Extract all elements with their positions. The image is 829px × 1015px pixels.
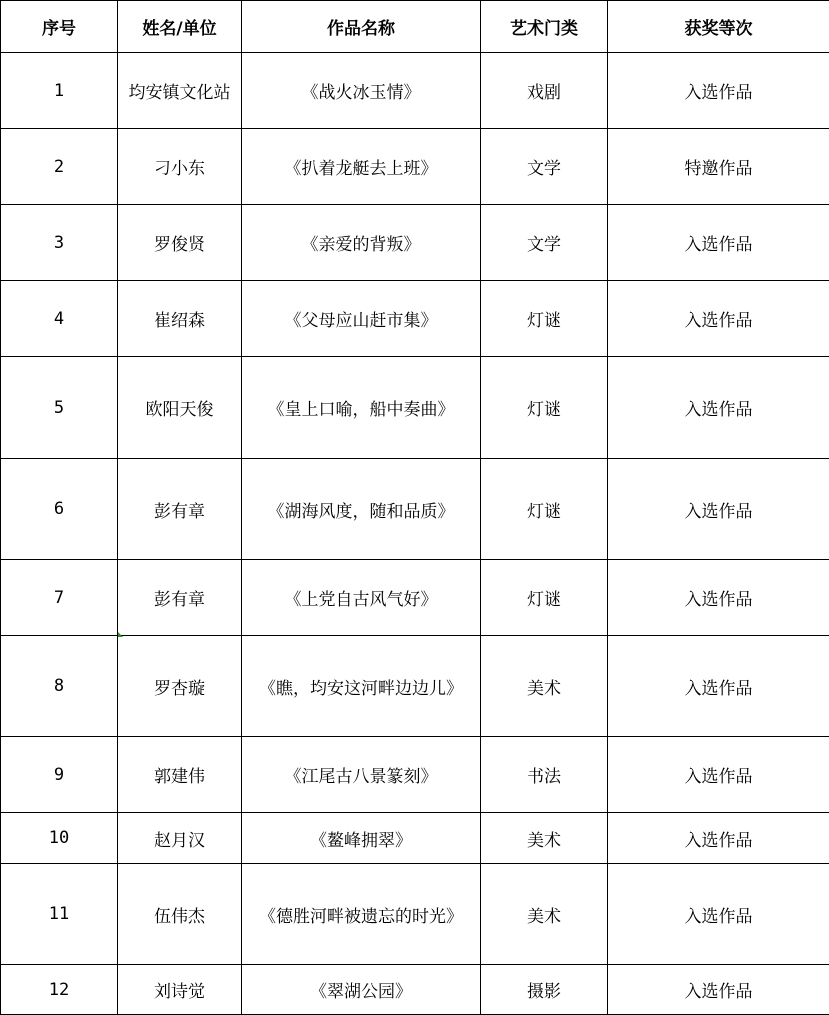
cell-category: 灯谜 — [481, 357, 608, 459]
cell-category: 文学 — [481, 129, 608, 205]
cell-number: 5 — [1, 357, 118, 459]
cell-award: 入选作品 — [608, 459, 829, 560]
table-row — [1, 205, 829, 281]
cell-name: 崔绍森 — [118, 281, 242, 357]
cell-number: 12 — [1, 965, 118, 1015]
header-art-category: 艺术门类 — [481, 1, 608, 53]
cell-category: 戏剧 — [481, 53, 608, 129]
table-row — [1, 53, 829, 129]
cell-number: 3 — [1, 205, 118, 281]
cell-award: 特邀作品 — [608, 129, 829, 205]
cell-category: 美术 — [481, 864, 608, 965]
cell-work-title: 《皇上口喻，船中奏曲》 — [242, 357, 481, 459]
cell-number: 7 — [1, 560, 118, 636]
cell-comment-marker — [118, 632, 123, 637]
table-row — [1, 459, 829, 560]
header-award-level: 获奖等次 — [608, 1, 829, 53]
table-row — [1, 560, 829, 636]
cell-number: 1 — [1, 53, 118, 129]
cell-work-title: 《上党自古风气好》 — [242, 560, 481, 636]
table-row — [1, 281, 829, 357]
header-row — [1, 1, 829, 53]
cell-work-title: 《扒着龙艇去上班》 — [242, 129, 481, 205]
cell-name: 郭建伟 — [118, 737, 242, 813]
cell-category: 摄影 — [481, 965, 608, 1015]
cell-name: 赵月汉 — [118, 813, 242, 864]
cell-number: 8 — [1, 636, 118, 737]
table-row — [1, 357, 829, 459]
cell-award: 入选作品 — [608, 965, 829, 1015]
table-row — [1, 737, 829, 813]
cell-name: 欧阳天俊 — [118, 357, 242, 459]
cell-name: 罗杏璇 — [118, 636, 242, 737]
cell-number: 9 — [1, 737, 118, 813]
cell-work-title: 《湖海风度，随和品质》 — [242, 459, 481, 560]
cell-category: 文学 — [481, 205, 608, 281]
cell-work-title: 《亲爱的背叛》 — [242, 205, 481, 281]
table-row — [1, 636, 829, 737]
header-name: 姓名/单位 — [118, 1, 242, 53]
cell-work-title: 《德胜河畔被遗忘的时光》 — [242, 864, 481, 965]
cell-number: 11 — [1, 864, 118, 965]
cell-name: 伍伟杰 — [118, 864, 242, 965]
cell-work-title: 《江尾古八景篆刻》 — [242, 737, 481, 813]
cell-category: 美术 — [481, 813, 608, 864]
cell-award: 入选作品 — [608, 560, 829, 636]
cell-work-title: 《鳌峰拥翠》 — [242, 813, 481, 864]
cell-name: 均安镇文化站 — [118, 53, 242, 129]
cell-name: 刁小东 — [118, 129, 242, 205]
cell-category: 书法 — [481, 737, 608, 813]
cell-award: 入选作品 — [608, 737, 829, 813]
header-number: 序号 — [1, 1, 118, 53]
table-row — [1, 864, 829, 965]
cell-name: 彭有章 — [118, 560, 242, 636]
cell-award: 入选作品 — [608, 864, 829, 965]
cell-number: 2 — [1, 129, 118, 205]
cell-number: 6 — [1, 459, 118, 560]
cell-work-title: 《瞧，均安这河畔边边儿》 — [242, 636, 481, 737]
cell-category: 灯谜 — [481, 560, 608, 636]
cell-number: 4 — [1, 281, 118, 357]
table-row — [1, 129, 829, 205]
cell-work-title: 《翠湖公园》 — [242, 965, 481, 1015]
cell-work-title: 《战火冰玉情》 — [242, 53, 481, 129]
cell-award: 入选作品 — [608, 53, 829, 129]
table-row — [1, 813, 829, 864]
cell-number: 10 — [1, 813, 118, 864]
cell-award: 入选作品 — [608, 357, 829, 459]
cell-category: 灯谜 — [481, 459, 608, 560]
cell-name: 刘诗觉 — [118, 965, 242, 1015]
cell-name: 罗俊贤 — [118, 205, 242, 281]
cell-category: 灯谜 — [481, 281, 608, 357]
cell-award: 入选作品 — [608, 205, 829, 281]
cell-name: 彭有章 — [118, 459, 242, 560]
cell-work-title: 《父母应山赶市集》 — [242, 281, 481, 357]
cell-award: 入选作品 — [608, 636, 829, 737]
cell-award: 入选作品 — [608, 813, 829, 864]
table-row — [1, 965, 829, 1015]
header-work-title: 作品名称 — [242, 1, 481, 53]
cell-award: 入选作品 — [608, 281, 829, 357]
cell-category: 美术 — [481, 636, 608, 737]
